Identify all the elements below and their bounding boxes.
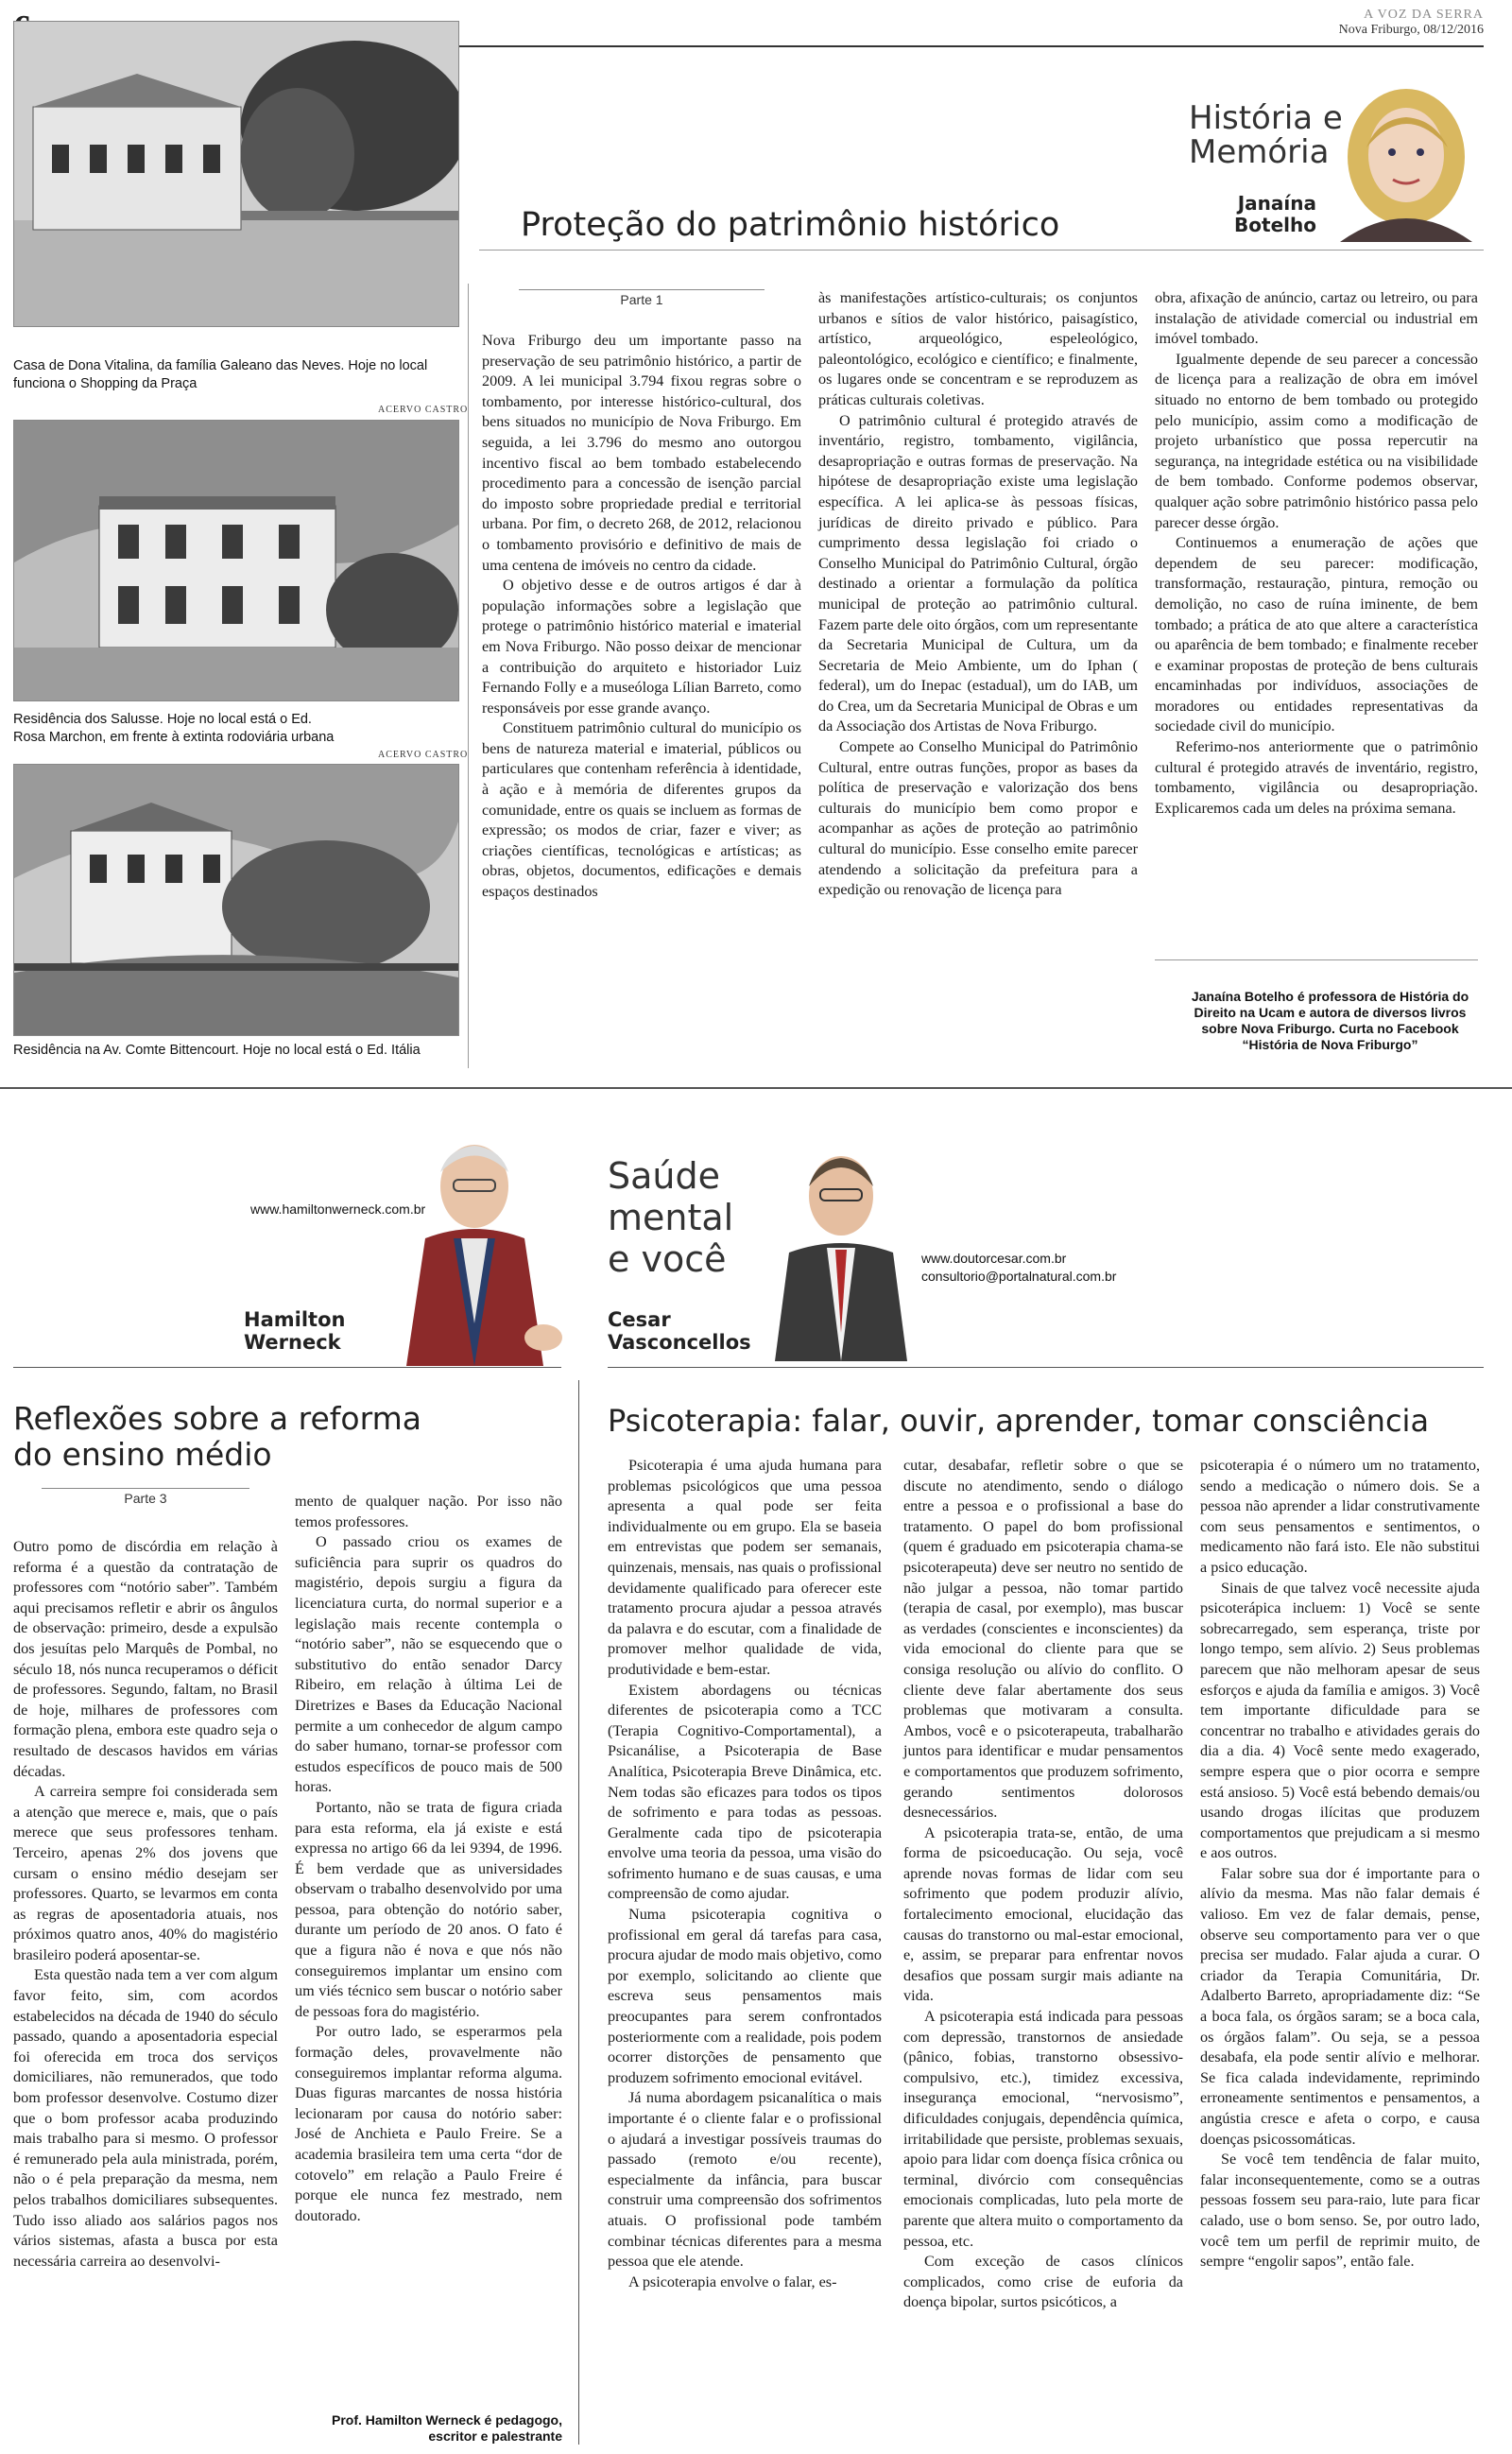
article-column-2	[295, 1492, 562, 2226]
column-title	[608, 1155, 733, 1280]
photo-illustration	[14, 765, 458, 1035]
photo-credit: ACERVO CASTRO	[378, 405, 469, 415]
paragraph: Já numa abordagem psicanalítica o mais importante é o cliente falar e o profissional o ajudará a investigar possíveis traumas do passado (remoto e/ou recente), especialmente da infância, para buscar construir uma compreensão dos sofrimentos atuais. O profissional pode também combinar técnicas diferentes para a mesma pessoa que ele atende.	[608, 2089, 882, 2271]
author-first-name: Janaína	[1237, 192, 1316, 215]
paragraph: Nova Friburgo deu um importante passo na preservação de seu patrimônio histórico, a partir de 2009. A lei municipal 3.794 fixou regras sobre o tombamento, por interesse histórico-cultural, dos bens situados no município de Nova Friburgo. Em seguida, a lei 3.796 do mesmo ano outorgou incentivo fiscal ao bem tombado estabelecendo procedimento para a concessão de isenção parcial do imposto sobre propriedade predial e territorial urbana. Por fim, o decreto 268, de 2012, relacionou o tombamento provisório e definitivo de mais de uma centena de imóveis no centro da cidade.	[482, 332, 801, 574]
paragraph: Existem abordagens ou técnicas diferentes de psicoterapia como a TCC (Terapia Cognitivo-Comportamental), a Psicanálise, a Psicoterapia de Base Analítica, Psicoterapia Breve Dinâmica, etc. Nem todas são eficazes para todos os tipos de sofrimento e para todas as pessoas. Geralmente cada tipo de psicoterapia envolve uma teoria da pessoa, uma visão do sofrimento humano e de suas causas, e uma compreensão de como ajudar.	[608, 1681, 882, 1903]
paragraph: Constituem patrimônio cultural do município os bens de natureza material e imaterial, públicos ou particulares que contenham referência à identidade, à ação e à memória de diferentes grupos da comunidade, entre os quais se incluem as formas de expressão; os modos de criar, fazer e viver; as criações científicas, tecnológicas e artísticas; as obras, objetos, documentos, edificações e demais espaços destinados	[482, 719, 801, 901]
paragraph: Referimo-nos anteriormente que o patrimônio cultural é protegido através de inventário, registro, tombamento, vigilância ou desapropriação. Explicaremos cada um deles na próxima semana.	[1155, 738, 1478, 817]
author-website-url: www.hamiltonwerneck.com.br	[250, 1201, 426, 1217]
column-divider	[578, 1380, 579, 2445]
paragraph: Se você tem tendência de falar muito, falar inconsequentemente, como se a outras pessoas fossem seu para-raio, lute para ficar calado, use o bom senso. Se, por outro lado, você tem um perfil de reprimir muito, de sempre “engolir sapos”, então fale.	[1200, 2151, 1480, 2271]
publication-name: A VOZ DA SERRA	[1364, 8, 1484, 22]
article-column-1	[482, 331, 801, 903]
author-photo-janaina	[1331, 81, 1482, 242]
paragraph: Com exceção de casos clínicos complicados, como crise de euforia da doença bipolar, surtos psicóticos, a	[903, 2253, 1183, 2311]
author-photo-hamilton	[387, 1134, 562, 1366]
author-bio	[312, 2412, 562, 2445]
bio-line: escritor e palestrante	[428, 2428, 562, 2444]
portrait-illustration	[1331, 81, 1482, 242]
paragraph: Por outro lado, se esperarmos pela formação deles, provavelmente não conseguiremos implantar reforma alguma. Duas figuras marcantes de nossa história lecionaram por causa do notório saber: José de Anchieta e Paulo Freire. Se a academia brasileira tem uma certa “dor de cotovelo” em relação a Paulo Freire é porque ele nunca fez mestrado, nem doutorado.	[295, 2023, 562, 2224]
portrait-illustration	[387, 1134, 562, 1366]
caption-residencia-salusse: Residência dos Salusse. Hoje no local está o Ed. Rosa Marchon, em frente à extinta rodoviária urbana	[13, 712, 335, 745]
author-email: consultorio@portalnatural.com.br	[921, 1269, 1117, 1284]
header-band-rule	[608, 1367, 1484, 1368]
paragraph: Esta questão nada tem a ver com algum favor feito, sim, com acordos estabelecidos na década de 1940 do século passado, quando a aposentadoria especial foi oferecida em troca dos serviços domiciliares, não remunerados, que todo bom professor desenvolve. Costumo dizer que o bom professor acaba produzindo mais trabalho para si mesmo. O professor é remunerado pela aula ministrada, porém, não o é pela preparação da mesma, nem pelos trabalhos domiciliares subsequentes. Tudo isso aliado aos salários pagos nos vários sistemas, afasta a busca por esta necessária carreira ao desenvolvi-	[13, 1966, 278, 2270]
author-first-name: Cesar	[608, 1308, 671, 1331]
author-last-name: Botelho	[1234, 214, 1316, 236]
paragraph: A psicoterapia envolve o falar, es-	[628, 2273, 837, 2290]
photo-illustration	[14, 421, 458, 700]
column-title	[1189, 99, 1343, 171]
section-separator	[0, 1087, 1512, 1089]
publication-date: Nova Friburgo, 08/12/2016	[1338, 23, 1484, 37]
author-name	[608, 1308, 751, 1354]
author-contacts	[921, 1250, 1116, 1286]
part-label	[482, 289, 801, 307]
paragraph: A psicoterapia está indicada para pessoas com depressão, transtornos de ansiedade (pânico, fobias, transtorno obsessivo-compulsivo, etc.), timidez excessiva, insegurança emocional, “nervosismo”, dificuldades conjugais, dependência química, irritabilidade que persiste, problemas sexuais, apoio para lidar com doença física crônica ou terminal, divórcio com consequências emocionais complicadas, luto pela morte de parente que altera muito o comportamento da pessoa, etc.	[903, 2008, 1183, 2250]
column-title-line: mental	[608, 1197, 734, 1238]
header-band-rule	[13, 1367, 561, 1368]
photo-residencia-salusse	[13, 420, 459, 701]
section-headline	[13, 1401, 421, 1473]
masthead	[1339, 8, 1484, 38]
paragraph: A psicoterapia trata-se, então, de uma forma de psicoeducação. Ou seja, você aprende novas formas de lidar com seu sofrimento que podem produzir alívio, fortalecimento emocional, elucidação das causas do transtorno ou mal-estar emocional, e, assim, se preparar para enfrentar novos desafios que possam surgir mais adiante na vida.	[903, 1823, 1183, 2005]
author-photo-cesar	[775, 1144, 907, 1361]
part-label-text: Parte 3	[124, 1491, 167, 1506]
paragraph: psicoterapia é o número um no tratamento, sendo a medicação o número dois. Se a pessoa não aprender a lidar construtivamente com seus pensamentos e sentimentos, o medicamento não fará isto. Ele não substitui a psico educação.	[1200, 1457, 1480, 1576]
author-last-name: Werneck	[244, 1331, 341, 1355]
paragraph: O objetivo desse e de outros artigos é dar à população informações sobre a legislação que protege o patrimônio histórico material e imaterial em Nova Friburgo. Não posso deixar de mencionar a contribuição do arquiteto e historiador Luiz Fernando Folly e a museóloga Lílian Barreto, como responsáveis por esse grande avanço.	[482, 577, 801, 717]
article-column-2	[903, 1456, 1183, 2313]
part-rule	[42, 1488, 249, 1489]
part-label	[13, 1488, 278, 1506]
photo-casa-dona-vitalina	[13, 21, 459, 327]
photo-credit: ACERVO CASTRO	[378, 750, 469, 760]
paragraph: Outro pomo de discórdia em relação à reforma é a questão da contratação de professores com “notório saber”. Também aqui precisamos refletir e abrir os ângulos de observação: primeiro, desde a expulsão dos jesuítas pelo Marquês de Pombal, no século 18, nós nunca recuperamos o déficit de professores. Segundo, faltam, no Brasil de hoje, milhares de professores com formação plena, embora este quadro seja o resultado de descasos havidos em várias décadas.	[13, 1538, 278, 1780]
article-column-2	[818, 288, 1138, 901]
author-first-name: Hamilton	[244, 1308, 346, 1331]
part-label-text: Parte 1	[620, 292, 663, 307]
part-rule	[519, 289, 765, 290]
article-column-3	[1155, 288, 1478, 819]
paragraph: Compete ao Conselho Municipal do Patrimônio Cultural, entre outras funções, propor as bases da política de preservação e valorização dos bens culturais do município bem como propor e acompanhar as ações de proteção ao patrimônio cultural do município. Esse conselho emite parecer atendendo a solicitação da prefeitura para a expedição ou renovação de licença para	[818, 738, 1138, 899]
article-column-1	[13, 1537, 278, 2272]
column-divider	[468, 284, 469, 1068]
portrait-illustration	[775, 1144, 907, 1361]
paragraph: Sinais de que talvez você necessite ajuda psicoterápica incluem: 1) Você se sente sobrecarregado, sem esperança, triste por longo tempo, sem alívio. 2) Seus problemas parecem que não melhoram apesar de seus esforços e ajuda da família e amigos. 3) Você tem importante dificuldade para se concentrar no trabalho e atividades gerais do dia a dia. 4) Você sente medo exagerado, sempre espera que o pior ocorra e sempre está ansioso. 5) Você está bebendo demais/ou usando drogas ilícitas que produzem comportamentos que prejudicam a si mesmo e aos outros.	[1200, 1579, 1480, 1862]
paragraph: A carreira sempre foi considerada sem a atenção que merece e, mais, que o país merece que seus professores tenham. Terceiro, apenas 2% dos jovens que cursam o ensino médio desejam ser professores. Quarto, se levarmos em conta as regras de aposentadoria atuais, nos próximos quatro anos, 40% do magistério brasileiro poderá aposentar-se.	[13, 1783, 278, 1963]
column-title-line: e você	[608, 1238, 727, 1280]
section-rule	[479, 250, 1484, 251]
paragraph: mento de qualquer nação. Por isso não temos professores.	[295, 1493, 562, 1530]
headline-line: do ensino médio	[13, 1436, 272, 1473]
paragraph: às manifestações artístico-culturais; os conjuntos urbanos e sítios de valor histórico, paisagístico, artístico, arqueológico, espeleológico, paleontológico, ecológico e científico; e finalmente, os lugares onde se concentram e se reproduzem as práticas culturais coletivas.	[818, 289, 1138, 408]
author-name	[1233, 193, 1316, 236]
paragraph: Portanto, não se trata de figura criada para esta reforma, ela já existe e está expressa no artigo 66 da lei 9394, de 1996. É bem verdade que as universidades observam o trabalho desenvolvido por uma pessoa, para obtenção do notório saber, durante um período de 20 anos. O fato é que a figura não é nova e que nós não conseguiremos implantar um ensino com um viés técnico sem buscar o notório saber de pessoas fora do magistério.	[295, 1798, 562, 2020]
author-last-name: Vasconcellos	[608, 1331, 751, 1355]
author-website-url: www.doutorcesar.com.br	[921, 1251, 1067, 1266]
article-column-3	[1200, 1456, 1480, 2273]
caption-casa-dona-vitalina: Casa de Dona Vitalina, da família Galeano das Neves. Hoje no local funciona o Shopping da Praça	[13, 358, 428, 391]
paragraph: Falar sobre sua dor é importante para o alívio da mesma. Mas não falar demais é valioso. Em vez de falar demais, pense, observe seu comportamento para ver o que precisa ser mudado. Falar ajuda a curar. O criador da Terapia Comunitária, Dr. Adalberto Barreto, apropriadamente diz: “Se a boca fala, os órgãos saram; se a boca cala, os órgãos falam”. Ou seja, se a pessoa desabafa, ela pode sentir alívio e melhorar. Se fica calada indevidamente, reprimindo erroneamente sentimentos e pensamentos, a angústia cresce e afeta o corpo, e causa doenças psicossomáticas.	[1200, 1864, 1480, 2148]
paragraph: Igualmente depende de seu parecer a concessão de licença para a realização de obra em imóvel situado no entorno de bem tombado ou protegido pelo município, assim como a modificação de projeto urbanístico que possa repercutir na segurança, na integridade estética ou na visibilidade de bem tombado. Conforme podemos observar, qualquer ação sobre patrimônio histórico passa pelo parecer desse órgão.	[1155, 350, 1478, 531]
section-headline: Proteção do patrimônio histórico	[521, 206, 1060, 244]
column-title-line: Saúde	[608, 1155, 720, 1197]
bio-line: Prof. Hamilton Werneck é pedagogo,	[331, 2412, 562, 2428]
paragraph: Continuemos a enumeração de ações que dependem de seu parecer: modificação, transformação, restauração, pintura, remoção ou demolição, no caso de ruína iminente, de bem tombado; a prática de ato que altere a característica ou aparência de bem tombado; e finalmente receber e examinar propostas de proteção de bens culturais encaminhadas por indivíduos, associações de moradores ou entidades representativas da sociedade civil do município.	[1155, 534, 1478, 735]
paragraph: Psicoterapia é uma ajuda humana para problemas psicológicos que uma pessoa apresenta a qual pode ser feita individualmente ou em grupo. Ela se baseia em entrevistas que podem ser semanais, quinzenais, mensais, nas quais o profissional devidamente qualificado para oferecer este tratamento procura ajudar a pessoa através da palavra e do escutar, com a finalidade de promover melhor qualidade de vida, produtividade e bem-estar.	[608, 1457, 882, 1678]
photo-residencia-av-comte-bittencourt	[13, 764, 459, 1036]
paragraph: O passado criou os exames de suficiência para suprir os quadros do magistério, depois surgiu a figura da licenciatura curta, do normal superior e a legislação mais recente contempla o “notório saber”, não se esquecendo que o substitutivo do então senador Darcy Ribeiro, em relação à última Lei de Diretrizes e Bases da Educação Nacional permite a um conhecedor de algum campo do saber humano, tornar-se professor com estudos específicos de pouco mais de 500 horas.	[295, 1533, 562, 1796]
paragraph: O patrimônio cultural é protegido através de inventário, registro, tombamento, vigilância, desapropriação e outras formas de preservação. Na hipótese de desapropriação existe uma legislação específica. A lei aplica-se às pessoas físicas, jurídicas de direito privado e público. Para cumprimento dessa legislação foi criado o Conselho Municipal do Patrimônio Cultural, órgão destinado a orientar a formulação da política municipal de proteção ao patrimônio cultural. Fazem parte dele oito órgãos, com um representante da Secretaria Municipal de Cultura, um da Secretaria de Meio Ambiente, um do Iphan ( federal), um do Inepac (estadual), um do IAB, um do Crea, um da Secretaria Municipal de Obras e um da Associação dos Artistas de Nova Friburgo.	[818, 411, 1138, 735]
headline-line: Reflexões sobre a reforma	[13, 1400, 421, 1437]
caption-residencia-av-comte-bittencourt: Residência na Av. Comte Bittencourt. Hoje no local está o Ed. Itália	[13, 1043, 421, 1058]
paragraph: obra, afixação de anúncio, cartaz ou letreiro, ou para instalação de atividade comercial ou industrial em imóvel tombado.	[1155, 289, 1478, 348]
column-title-line: História e	[1189, 99, 1343, 137]
column-title-line: Memória	[1189, 132, 1330, 171]
author-name	[244, 1308, 345, 1354]
author-bio: Janaína Botelho é professora de História do Direito na Ucam e autora de diversos livros sobre Nova Friburgo. Curta no Facebook “História de Nova Friburgo”	[1191, 989, 1469, 1052]
article-column-1	[608, 1456, 882, 2292]
photo-illustration	[14, 22, 458, 326]
bio-rule	[1155, 959, 1478, 960]
paragraph: cutar, desabafar, refletir sobre o que se discute no atendimento, sendo o diálogo entre a pessoa e o profissional a base do tratamento. O papel do bom profissional (quem é graduado em psicoterapia chama-se psicoterapeuta) deve ser neutro no sentido de não julgar a pessoa, não tomar partido (terapia de casal, por exemplo), mas buscar as verdades (conscientes e inconscientes) da vida emocional do cliente para que se consiga resolução ou alívio do conflito. O cliente deve falar abertamente dos seus problemas que motivaram a consulta. Ambos, você e o psicoterapeuta, trabalharão juntos para identificar e mudar pensamentos e comportamentos que produzem sofrimento, gerando sentimentos dolorosos desnecessários.	[903, 1457, 1183, 1822]
paragraph: Numa psicoterapia cognitiva o profissional em geral dá tarefas para casa, procura ajudar de modo mais objetivo, como por exemplo, solicitando ao cliente que escreva seus pensamentos mais preocupantes para serem confrontados posteriormente com a realidade, pois podem ocorrer distorções de pensamento que produzem sofrimento emocional evitável.	[608, 1906, 882, 2086]
section-headline: Psicoterapia: falar, ouvir, aprender, tomar consciência	[608, 1403, 1430, 1439]
